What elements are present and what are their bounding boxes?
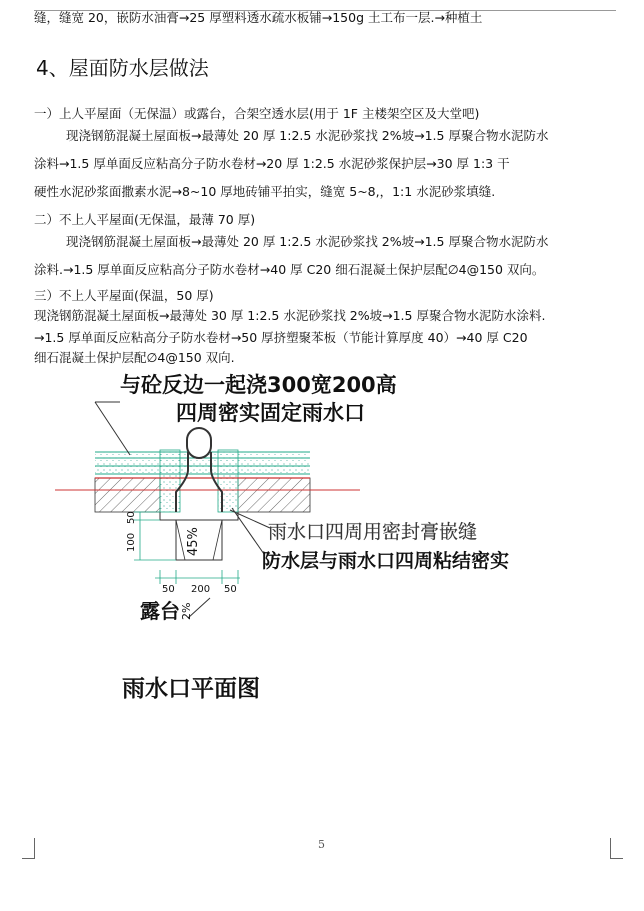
item-3-line-2: →1.5 厚单面反应粘高分子防水卷材→50 厚挤塑聚苯板（节能计算厚度 40）→40 厚 C20 — [34, 330, 528, 345]
label-slope-45pct: 45% — [186, 527, 201, 556]
label-right-1: 雨水口四周用密封膏嵌缝 — [268, 521, 478, 543]
label-slope-2pct: 2% — [180, 602, 193, 620]
dim-100-vertical: 100 — [126, 532, 137, 552]
item-2-line-1: 现浇钢筋混凝土屋面板→最薄处 20 厚 1:2.5 水泥砂浆找 2%坡→1.5 厚聚合物水泥防水 — [66, 234, 549, 249]
label-top-2: 四周密实固定雨水口 — [176, 401, 365, 425]
slab-right — [238, 478, 310, 512]
figure-title: 雨水口平面图 — [122, 676, 260, 702]
item-1-line-2: 涂料→1.5 厚单面反应粘高分子防水卷材→20 厚 1:2.5 水泥砂浆保护层→30 厚 1:3 干 — [34, 156, 510, 171]
dim-50-vertical: 50 — [126, 511, 137, 524]
dim-200: 200 — [191, 584, 211, 595]
item-2-heading: 二）不上人平屋面(无保温，最薄 70 厚) — [34, 212, 256, 227]
slab-left — [95, 478, 160, 512]
page-number: 5 — [318, 838, 325, 851]
item-2-line-2: 涂料.→1.5 厚单面反应粘高分子防水卷材→40 厚 C20 细石混凝土保护层配∅4@150 双向。 — [34, 262, 545, 277]
item-1-line-1: 现浇钢筋混凝土屋面板→最薄处 20 厚 1:2.5 水泥砂浆找 2%坡→1.5 厚聚合物水泥防水 — [66, 128, 549, 143]
outlet-grate — [187, 428, 211, 458]
continued-text: 缝，缝宽 20，嵌防水油膏→25 厚塑料透水疏水板铺→150g 土工布一层.→种植土 — [34, 10, 483, 25]
item-1-heading: 一）上人平屋面（无保温）或露台，合架空透水层(用于 1F 主楼架空区及大堂吧) — [34, 106, 480, 121]
item-3-line-1: 现浇钢筋混凝土屋面板→最薄处 30 厚 1:2.5 水泥砂浆找 2%坡→1.5 厚聚合物水泥防水涂料. — [34, 308, 546, 323]
dim-50-a: 50 — [162, 584, 175, 595]
label-top-1: 与砼反边一起浇300宽200高 — [120, 373, 397, 397]
corner-mark-left — [22, 838, 35, 859]
label-lutai: 露台 — [140, 599, 180, 623]
item-1-line-3: 硬性水泥砂浆面撒素水泥→8~10 厚地砖铺平拍实，缝宽 5~8,，1:1 水泥砂浆填缝. — [34, 184, 496, 199]
corner-mark-right — [610, 838, 623, 859]
dim-50-b: 50 — [224, 584, 237, 595]
item-3-heading: 三）不上人平屋面(保温，50 厚) — [34, 288, 214, 303]
section-title: 4、屋面防水层做法 — [36, 56, 209, 80]
label-right-2: 防水层与雨水口四周粘结密实 — [262, 550, 510, 572]
item-3-line-3: 细石混凝土保护层配∅4@150 双向. — [34, 350, 235, 365]
